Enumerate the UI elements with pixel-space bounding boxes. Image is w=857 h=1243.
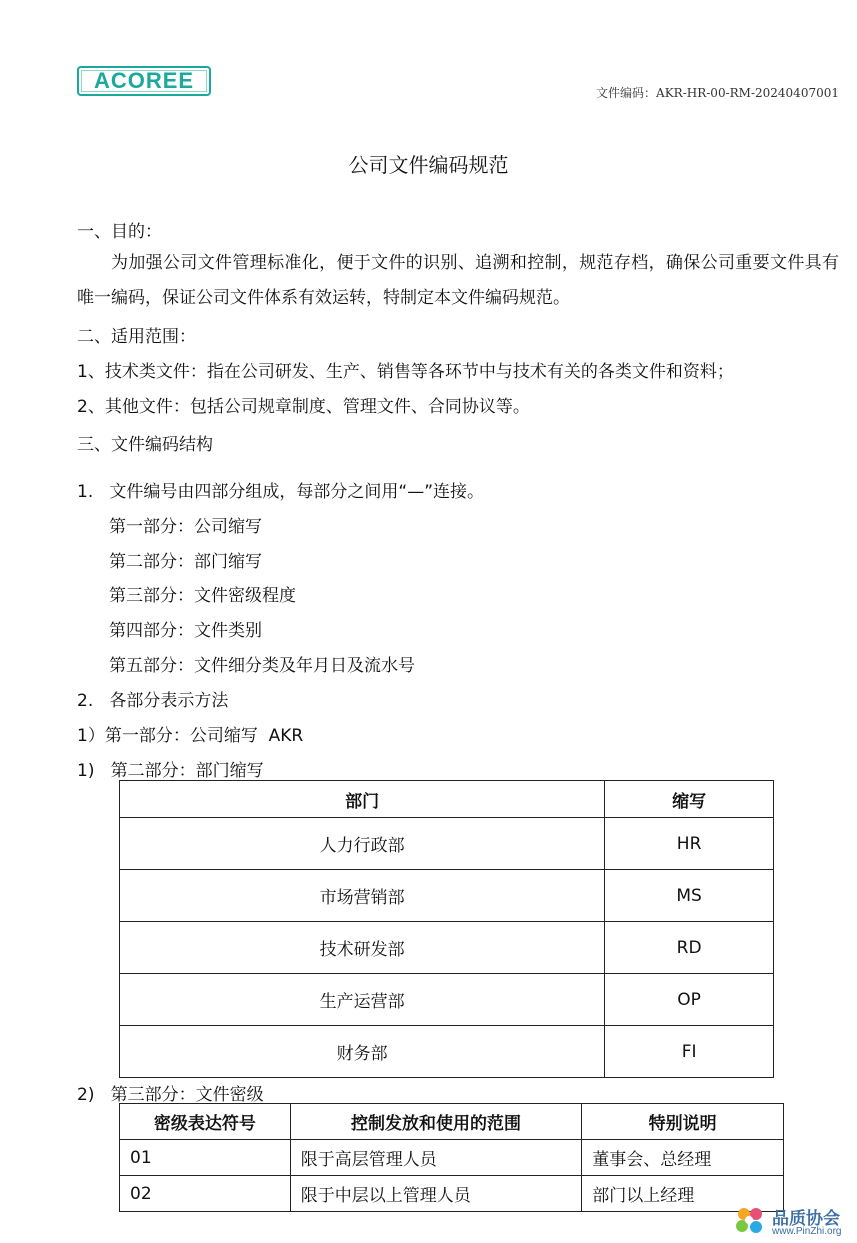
dept-abbr: OP	[605, 974, 774, 1026]
secrecy-scope: 限于中层以上管理人员	[290, 1176, 582, 1212]
secrecy-note: 董事会、总经理	[582, 1140, 784, 1176]
dept-abbr: HR	[605, 818, 774, 870]
dept-name: 生产运营部	[120, 974, 605, 1026]
part-3-line: 第三部分：文件密级程度	[109, 586, 296, 606]
secrecy-symbol: 01	[120, 1140, 291, 1176]
dept-name: 人力行政部	[120, 818, 605, 870]
part-1-method: 1）第一部分：公司缩写 AKR	[77, 726, 304, 746]
table-row	[120, 974, 774, 1026]
header-symbol: 密级表达符号	[120, 1104, 291, 1140]
table-row	[120, 1176, 784, 1212]
part-4-line: 第四部分：文件类别	[109, 621, 262, 641]
dept-name: 技术研发部	[120, 922, 605, 974]
dept-name: 财务部	[120, 1026, 605, 1078]
section-2-item-2: 2、其他文件：包括公司规章制度、管理文件、合同协议等。	[77, 397, 530, 417]
table-row	[120, 1140, 784, 1176]
part-2-line: 第二部分：部门缩写	[109, 552, 262, 572]
section-1-body: 为加强公司文件管理标准化，便于文件的识别、追溯和控制，规范存档，确保公司重要文件具有唯一编码，保证公司文件体系有效运转，特制定本文件编码规范。	[77, 253, 839, 308]
header-abbr: 缩写	[605, 781, 774, 818]
header-dept: 部门	[120, 781, 605, 818]
company-logo	[77, 66, 211, 96]
document-title: 公司文件编码规范	[348, 153, 509, 177]
part-1-line: 第一部分：公司缩写	[109, 517, 262, 537]
section-2-item-1: 1、技术类文件：指在公司研发、生产、销售等各环节中与技术有关的各类文件和资料；	[77, 362, 734, 382]
dept-abbr: FI	[605, 1026, 774, 1078]
section-3-point-2: 2. 各部分表示方法	[77, 691, 229, 711]
watermark-flower-icon	[732, 1204, 770, 1238]
dept-abbr: MS	[605, 870, 774, 922]
table-row	[120, 922, 774, 974]
section-2-heading: 二、适用范围：	[77, 327, 196, 347]
watermark-url: www.PinZhi.org	[772, 1226, 842, 1237]
logo-text: ACOREE	[93, 68, 195, 93]
table-row	[120, 818, 774, 870]
section-3-heading: 三、文件编码结构	[77, 435, 213, 455]
table-header-row	[120, 1104, 784, 1140]
section-3-point-1: 1. 文件编号由四部分组成，每部分之间用“—”连接。	[77, 482, 485, 502]
watermark-title: 品质协会	[772, 1209, 840, 1229]
secrecy-table	[119, 1103, 784, 1212]
document-number: 文件编码：AKR-HR-00-RM-20240407001	[596, 86, 839, 100]
part-3-method: 2) 第三部分：文件密级	[77, 1085, 264, 1105]
header-note: 特别说明	[582, 1104, 784, 1140]
department-table	[119, 780, 774, 1078]
table-header-row	[120, 781, 774, 818]
secrecy-scope: 限于高层管理人员	[290, 1140, 582, 1176]
part-2-method: 1) 第二部分：部门缩写	[77, 761, 264, 781]
secrecy-note: 部门以上经理	[582, 1176, 784, 1212]
secrecy-symbol: 02	[120, 1176, 291, 1212]
dept-name: 市场营销部	[120, 870, 605, 922]
dept-abbr: RD	[605, 922, 774, 974]
section-1-heading: 一、目的：	[77, 222, 162, 242]
table-row	[120, 1026, 774, 1078]
table-row	[120, 870, 774, 922]
part-5-line: 第五部分：文件细分类及年月日及流水号	[109, 656, 415, 676]
header-scope: 控制发放和使用的范围	[290, 1104, 582, 1140]
